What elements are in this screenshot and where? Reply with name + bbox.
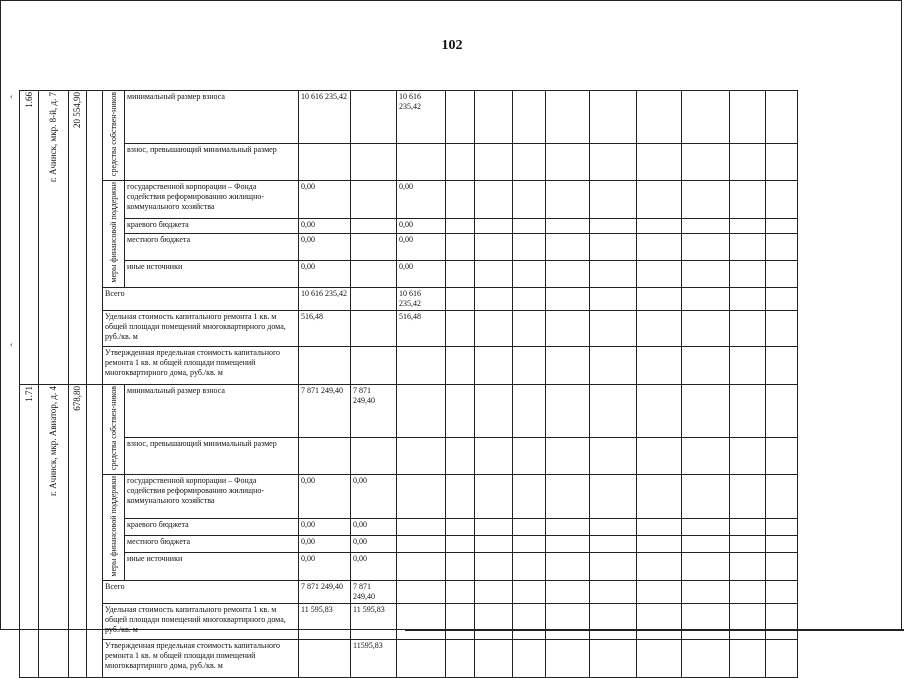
table-row [20,346,798,384]
row-label: Утвержденная предельная стоимость капитального ремонта 1 кв. м общей площади помещений многоквартирного дома, руб./кв. м [103,640,299,678]
table-row [20,181,798,219]
value-cell [299,144,351,181]
row-label: взнос, превышающий минимальный размер [125,437,299,474]
support-group-cell: меры финансовой поддержки [103,474,125,581]
value-cell: 11 595,83 [299,604,351,640]
value-cell: 7 871 249,40 [299,581,351,604]
value-cell: 516,48 [397,310,446,346]
spacer-cell [87,91,103,385]
value-cell: 11595,83 [351,640,397,678]
table-row [20,604,798,640]
value-cell: 7 871 249,40 [351,581,397,604]
value-cell: 0,00 [299,552,351,581]
value-cell: 10 616 235,42 [397,287,446,310]
row-label: местного бюджета [125,233,299,260]
value-cell [397,552,446,581]
value-cell [299,346,351,384]
owners-group-cell: средства собствен-ников [103,91,125,181]
value-cell [351,91,397,144]
table-row [20,287,798,310]
value-cell [299,437,351,474]
row-label: Всего [103,287,299,310]
row-label: краевого бюджета [125,219,299,234]
bottom-rule [405,629,904,631]
value-cell [397,640,446,678]
row-index-cell: 1.66 [20,91,39,385]
table-row [20,437,798,474]
row-label: взнос, превышающий минимальный размер [125,144,299,181]
row-label: Удельная стоимость капитального ремонта 1 кв. м общей площади помещений многоквартирного дома, руб./кв. м [103,310,299,346]
table-row [20,260,798,287]
table-row [20,91,798,144]
table-row [20,552,798,581]
value-cell: 516,48 [299,310,351,346]
value-cell: 0,00 [351,518,397,535]
value-cell: 0,00 [299,535,351,552]
value-cell [351,310,397,346]
value-cell [397,581,446,604]
row-label: Утвержденная предельная стоимость капитального ремонта 1 кв. м общей площади помещений многоквартирного дома, руб./кв. м [103,346,299,384]
value-cell [397,535,446,552]
owners-group-cell: средства собствен-ников [103,384,125,474]
value-cell: 10 616 235,42 [299,287,351,310]
area-cell: 20 554,90 [69,91,87,385]
value-cell: 7 871 249,40 [299,384,351,437]
value-cell: 0,00 [299,474,351,518]
table-row [20,474,798,518]
table-row [20,233,798,260]
table-row [20,310,798,346]
value-cell: 0,00 [351,535,397,552]
value-cell [299,640,351,678]
value-cell [351,346,397,384]
value-cell [397,346,446,384]
value-cell [351,260,397,287]
value-cell: 11 595,83 [351,604,397,640]
value-cell: 10 616 235,42 [299,91,351,144]
row-index-cell: 1.71 [20,384,39,678]
value-cell: 0,00 [299,181,351,219]
row-label: местного бюджета [125,535,299,552]
value-cell: 0,00 [299,260,351,287]
value-cell [397,384,446,437]
value-cell [397,604,446,640]
value-cell: 0,00 [299,233,351,260]
row-label: краевого бюджета [125,518,299,535]
value-cell [397,144,446,181]
value-cell [351,219,397,234]
row-label: иные источники [125,552,299,581]
side-mark: ‹ [10,92,13,101]
table-row [20,219,798,234]
address-cell: г. Ачинск, мкр. Авиатор, д. 4 [39,384,69,678]
table-row [20,640,798,678]
table-row [20,384,798,437]
value-cell [397,474,446,518]
value-cell: 0,00 [397,260,446,287]
value-cell [351,144,397,181]
repair-table [19,90,798,678]
value-cell: 7 871 249,40 [351,384,397,437]
value-cell [351,181,397,219]
area-cell: 678,80 [69,384,87,678]
value-cell [397,518,446,535]
row-label: иные источники [125,260,299,287]
value-cell: 10 616 235,42 [397,91,446,144]
table-row [20,581,798,604]
value-cell: 0,00 [299,219,351,234]
value-cell: 0,00 [397,233,446,260]
value-cell [351,437,397,474]
value-cell: 0,00 [351,552,397,581]
address-cell: г. Ачинск, мкр. 8-й, д. 7 [39,91,69,385]
value-cell: 0,00 [351,474,397,518]
row-label: Удельная стоимость капитального ремонта 1 кв. м общей площади помещений многоквартирного дома, руб./кв. м [103,604,299,640]
value-cell: 0,00 [299,518,351,535]
value-cell [351,233,397,260]
table-row [20,535,798,552]
row-label: Всего [103,581,299,604]
row-label: минимальный размер взноса [125,384,299,437]
value-cell [397,437,446,474]
page-number: 102 [441,38,463,53]
spacer-cell [87,384,103,678]
support-group-cell: меры финансовой поддержки [103,181,125,288]
row-label: минимальный размер взноса [125,91,299,144]
table-row [20,518,798,535]
value-cell [351,287,397,310]
row-label: государственной корпорации – Фонда содействия реформированию жилищно-коммунального хозяйства [125,181,299,219]
side-mark: ‹ [10,340,13,349]
value-cell: 0,00 [397,219,446,234]
row-label: государственной корпорации – Фонда содействия реформированию жилищно-коммунального хозяйства [125,474,299,518]
table-row [20,144,798,181]
value-cell: 0,00 [397,181,446,219]
